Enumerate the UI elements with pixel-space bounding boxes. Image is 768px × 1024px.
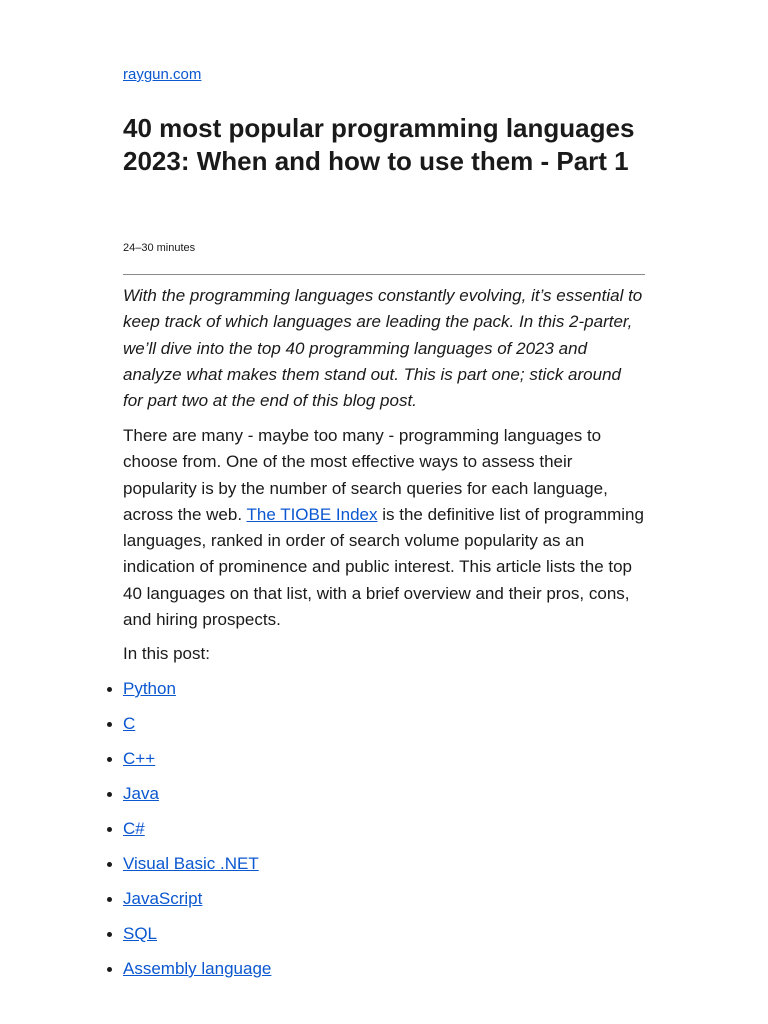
toc-link-javascript[interactable]: JavaScript <box>123 889 203 908</box>
read-time: 24–30 minutes <box>123 242 196 254</box>
bullet-icon <box>107 967 112 972</box>
divider <box>123 274 645 275</box>
toc-link-assembly-language[interactable]: Assembly language <box>123 959 272 978</box>
in-this-post-label: In this post: <box>123 644 210 663</box>
toc-link-csharp[interactable]: C# <box>123 819 145 838</box>
intro-paragraph: With the programming languages constantly evolving, it’s essential to keep track of which languages are leading the pack. In this 2-parter, we’ll dive into the top 40 programming languages of 2023 and analyze what makes them stand out. This is part one; stick around for part two at the end of this blog post. <box>123 286 643 411</box>
body-text-before-link: There are many - maybe too many - programming languages to choose from. One of the most effective ways to assess their popularity is by the number of search queries for each language, across the web. <box>123 426 608 524</box>
toc-link-c[interactable]: C <box>123 714 136 733</box>
toc-item <box>123 781 271 816</box>
toc-item <box>123 851 271 886</box>
bullet-icon <box>107 932 112 937</box>
toc-item <box>123 746 271 781</box>
toc-item <box>123 676 271 711</box>
bullet-icon <box>107 862 112 867</box>
bullet-icon <box>107 687 112 692</box>
bullet-icon <box>107 827 112 832</box>
body-text-after-link: is the definitive list of programming languages, ranked in order of search volume popularity as an indication of prominence and public interest. This article lists the top 40 languages on that list, with a brief overview and their pros, cons, and hiring prospects. <box>123 504 644 630</box>
bullet-icon <box>107 722 112 727</box>
table-of-contents <box>123 676 271 991</box>
bullet-icon <box>107 897 112 902</box>
toc-item <box>123 711 271 746</box>
toc-link-visual-basic-net[interactable]: Visual Basic .NET <box>123 854 259 873</box>
tiobe-index-link[interactable]: The TIOBE Index <box>246 504 378 524</box>
toc-link-python[interactable]: Python <box>123 679 176 698</box>
toc-link-java[interactable]: Java <box>123 784 159 803</box>
toc-item <box>123 956 271 991</box>
toc-item <box>123 921 271 956</box>
toc-link-cpp[interactable]: C++ <box>123 749 156 768</box>
article-title: 40 most popular programming languages 2023: When and how to use them - Part 1 <box>123 113 635 176</box>
toc-link-sql[interactable]: SQL <box>123 924 158 943</box>
bullet-icon <box>107 757 112 762</box>
source-link[interactable]: raygun.com <box>123 66 202 83</box>
toc-item <box>123 886 271 921</box>
bullet-icon <box>107 792 112 797</box>
toc-item <box>123 816 271 851</box>
body-paragraph <box>123 423 645 633</box>
